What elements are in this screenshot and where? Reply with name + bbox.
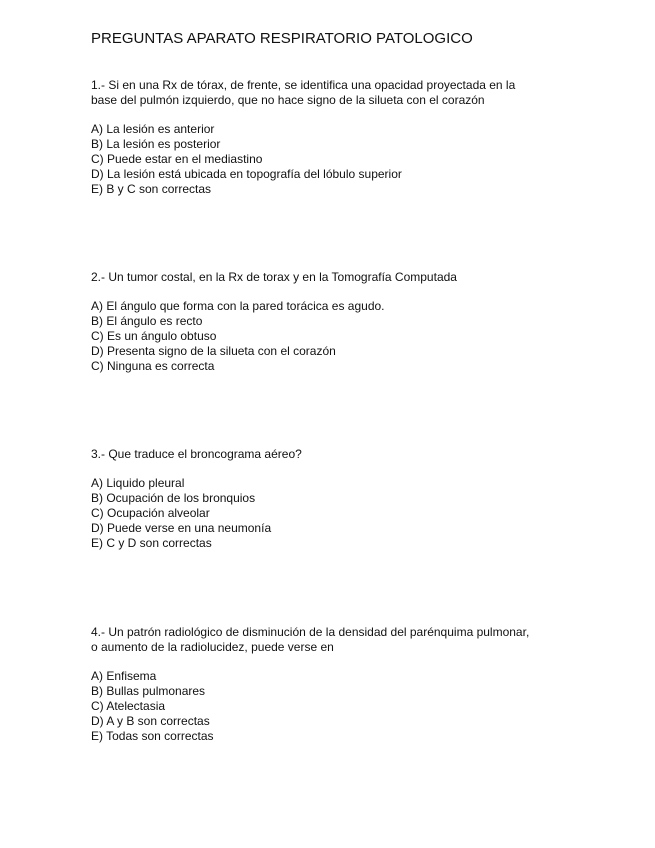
question-1 xyxy=(91,78,591,197)
option-d: D) Puede verse en una neumonía xyxy=(91,521,272,535)
option-d: D) Presenta signo de la silueta con el corazón xyxy=(91,344,336,358)
option-e: E) Todas son correctas xyxy=(91,729,214,743)
option-b: B) La lesión es posterior xyxy=(91,137,221,151)
question-4 xyxy=(91,625,591,744)
question-text: 1.- Si en una Rx de tórax, de frente, se identifica una opacidad proyectada en la base del pulmón izquierdo, que no hace signo de la silueta con el corazón xyxy=(91,78,516,107)
option-e: E) C y D son correctas xyxy=(91,536,212,550)
option-a: A) El ángulo que forma con la pared torácica es agudo. xyxy=(91,299,385,313)
question-text: 2.- Un tumor costal, en la Rx de torax y en la Tomografía Computada xyxy=(91,270,457,284)
document-title: PREGUNTAS APARATO RESPIRATORIO PATOLOGICO xyxy=(91,30,473,47)
option-b: B) El ángulo es recto xyxy=(91,314,203,328)
question-text: 4.- Un patrón radiológico de disminución de la densidad del parénquima pulmonar, o aumento de la radiolucidez, puede verse en xyxy=(91,625,530,654)
option-c: C) Atelectasia xyxy=(91,699,166,713)
option-a: A) Enfisema xyxy=(91,669,157,683)
option-d: D) A y B son correctas xyxy=(91,714,210,728)
option-a: A) Liquido pleural xyxy=(91,476,185,490)
option-c: C) Es un ángulo obtuso xyxy=(91,329,217,343)
option-a: A) La lesión es anterior xyxy=(91,122,215,136)
option-b: B) Bullas pulmonares xyxy=(91,684,206,698)
option-c: C) Puede estar en el mediastino xyxy=(91,152,263,166)
question-text: 3.- Que traduce el broncograma aéreo? xyxy=(91,447,302,461)
question-3 xyxy=(91,447,591,551)
options-list xyxy=(91,669,591,744)
option-b: B) Ocupación de los bronquios xyxy=(91,491,256,505)
question-2 xyxy=(91,270,591,374)
options-list xyxy=(91,122,591,197)
option-e: C) Ninguna es correcta xyxy=(91,359,215,373)
options-list xyxy=(91,476,591,551)
option-c: C) Ocupación alveolar xyxy=(91,506,210,520)
option-e: E) B y C son correctas xyxy=(91,182,212,196)
option-d: D) La lesión está ubicada en topografía del lóbulo superior xyxy=(91,167,402,181)
options-list xyxy=(91,299,591,374)
